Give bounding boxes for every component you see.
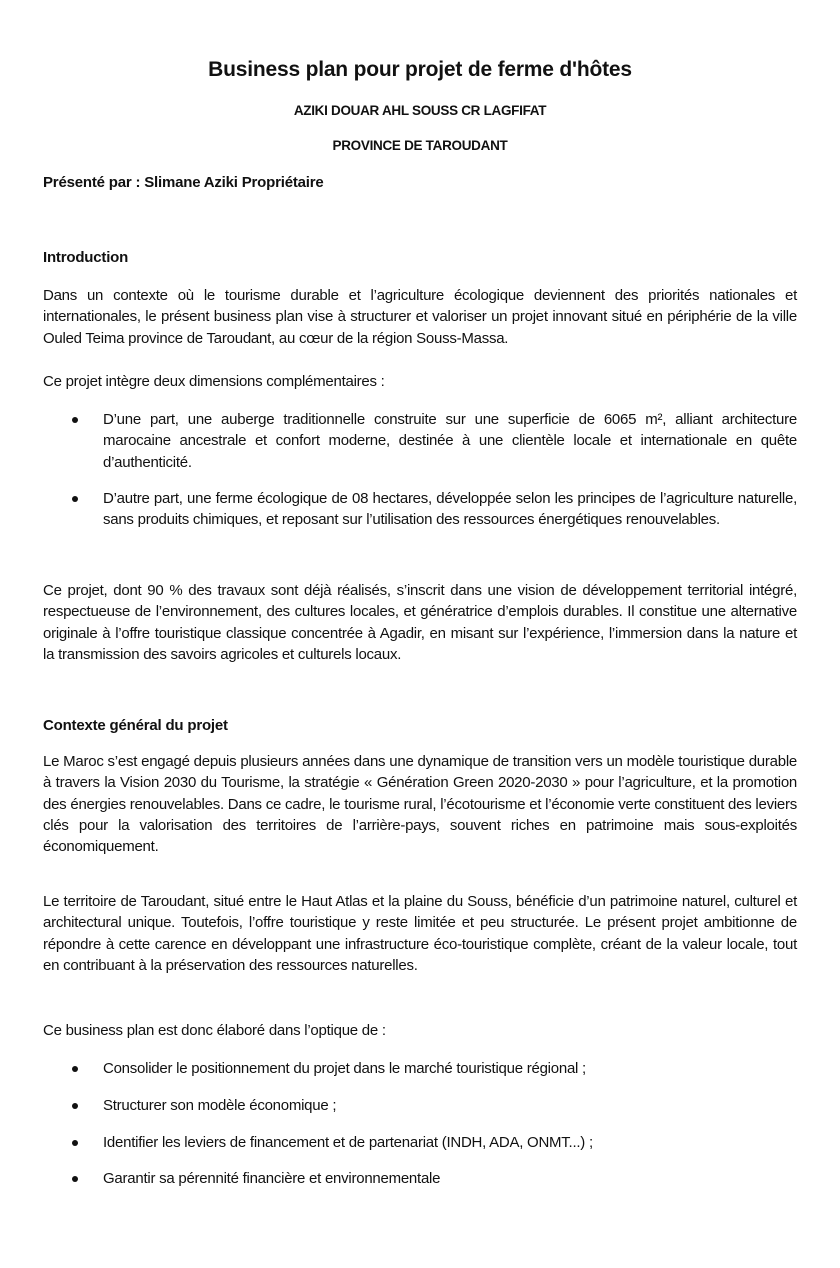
list-item [43,488,797,531]
list-item-text: Identifier les leviers de financement et de partenariat (INDH, ADA, ONMT...) ; [103,1133,593,1151]
bullet-icon [72,1140,78,1146]
context-paragraph-3: Ce business plan est donc élaboré dans l’optique de : [43,1022,386,1039]
introduction-paragraph-2: Ce projet intègre deux dimensions complémentaires : [43,373,385,390]
list-item [43,1168,797,1189]
list-item [43,1132,797,1153]
introduction-heading: Introduction [43,249,129,266]
list-item [43,409,797,473]
context-paragraph-1: Le Maroc s’est engagé depuis plusieurs années dans une dynamique de transition vers un modèle touristique durable à travers la Vision 2030 du Tourisme, la stratégie « Génération Green 2020-2030 » pour l’agriculture, et la promotion des énergies renouvelables. Dans ce cadre, le tourisme rural, l’écotourisme et l’économie verte constituent des leviers clés pour la valorisation des territoires de l’arrière-pays, souvent riches en patrimoine mais sous-exploités économiquement. [43,753,797,856]
list-item-text: D’une part, une auberge traditionnelle construite sur une superficie de 6065 m², alliant architecture marocaine ancestrale et confort moderne, destinée à une clientèle locale et internationale en quête d’authenticité. [103,411,797,471]
context-bullet-list [43,1058,797,1190]
list-item-text: Structurer son modèle économique ; [103,1096,337,1114]
introduction-paragraph-3: Ce projet, dont 90 % des travaux sont déjà réalisés, s’inscrit dans une vision de développement territorial intégré, respectueuse de l’environnement, des cultures locales, et génératrice d’emplois durables. Il constitue une alternative originale à l’offre touristique classique concentrée à Agadir, en misant sur l’expérience, l’immersion dans la nature et la transmission des savoirs agricoles et culturels locaux. [43,582,797,663]
document-subtitle-province: PROVINCE DE TAROUDANT [332,138,508,153]
context-heading: Contexte général du projet [43,717,228,734]
introduction-bullet-list [43,409,797,530]
list-item [43,1058,797,1079]
context-paragraph-2: Le territoire de Taroudant, situé entre le Haut Atlas et la plaine du Souss, bénéficie d’un patrimoine naturel, culturel et architectural unique. Toutefois, l’offre touristique y reste limitée et peu structurée. Le présent projet ambitionne de répondre à cette carence en développant une infrastructure éco-touristique complète, créant de la valeur locale, tout en contribuant à la préservation des ressources naturelles. [43,893,797,974]
list-item [43,1095,797,1116]
list-item-text: Consolider le positionnement du projet dans le marché touristique régional ; [103,1060,586,1077]
introduction-paragraph-1: Dans un contexte où le tourisme durable et l’agriculture écologique deviennent des priorités nationales et internationales, le présent business plan vise à structurer et valoriser un projet innovant situé en périphérie de la ville Ouled Teima province de Taroudant, au cœur de la région Souss-Massa. [43,287,797,347]
bullet-icon [72,1103,78,1109]
document-presenter: Présenté par : Slimane Aziki Propriétaire [43,174,324,191]
bullet-icon [72,1066,78,1072]
document-title: Business plan pour projet de ferme d'hôtes [208,58,632,81]
bullet-icon [72,496,78,502]
list-item-text: D’autre part, une ferme écologique de 08 hectares, développée selon les principes de l’agriculture naturelle, sans produits chimiques, et reposant sur l’utilisation des ressources énergétiques renouvelables. [103,489,797,529]
bullet-icon [72,417,78,423]
bullet-icon [72,1176,78,1182]
list-item-text: Garantir sa pérennité financière et environnementale [103,1170,441,1188]
document-subtitle-location: AZIKI DOUAR AHL SOUSS CR LAGFIFAT [293,103,547,118]
